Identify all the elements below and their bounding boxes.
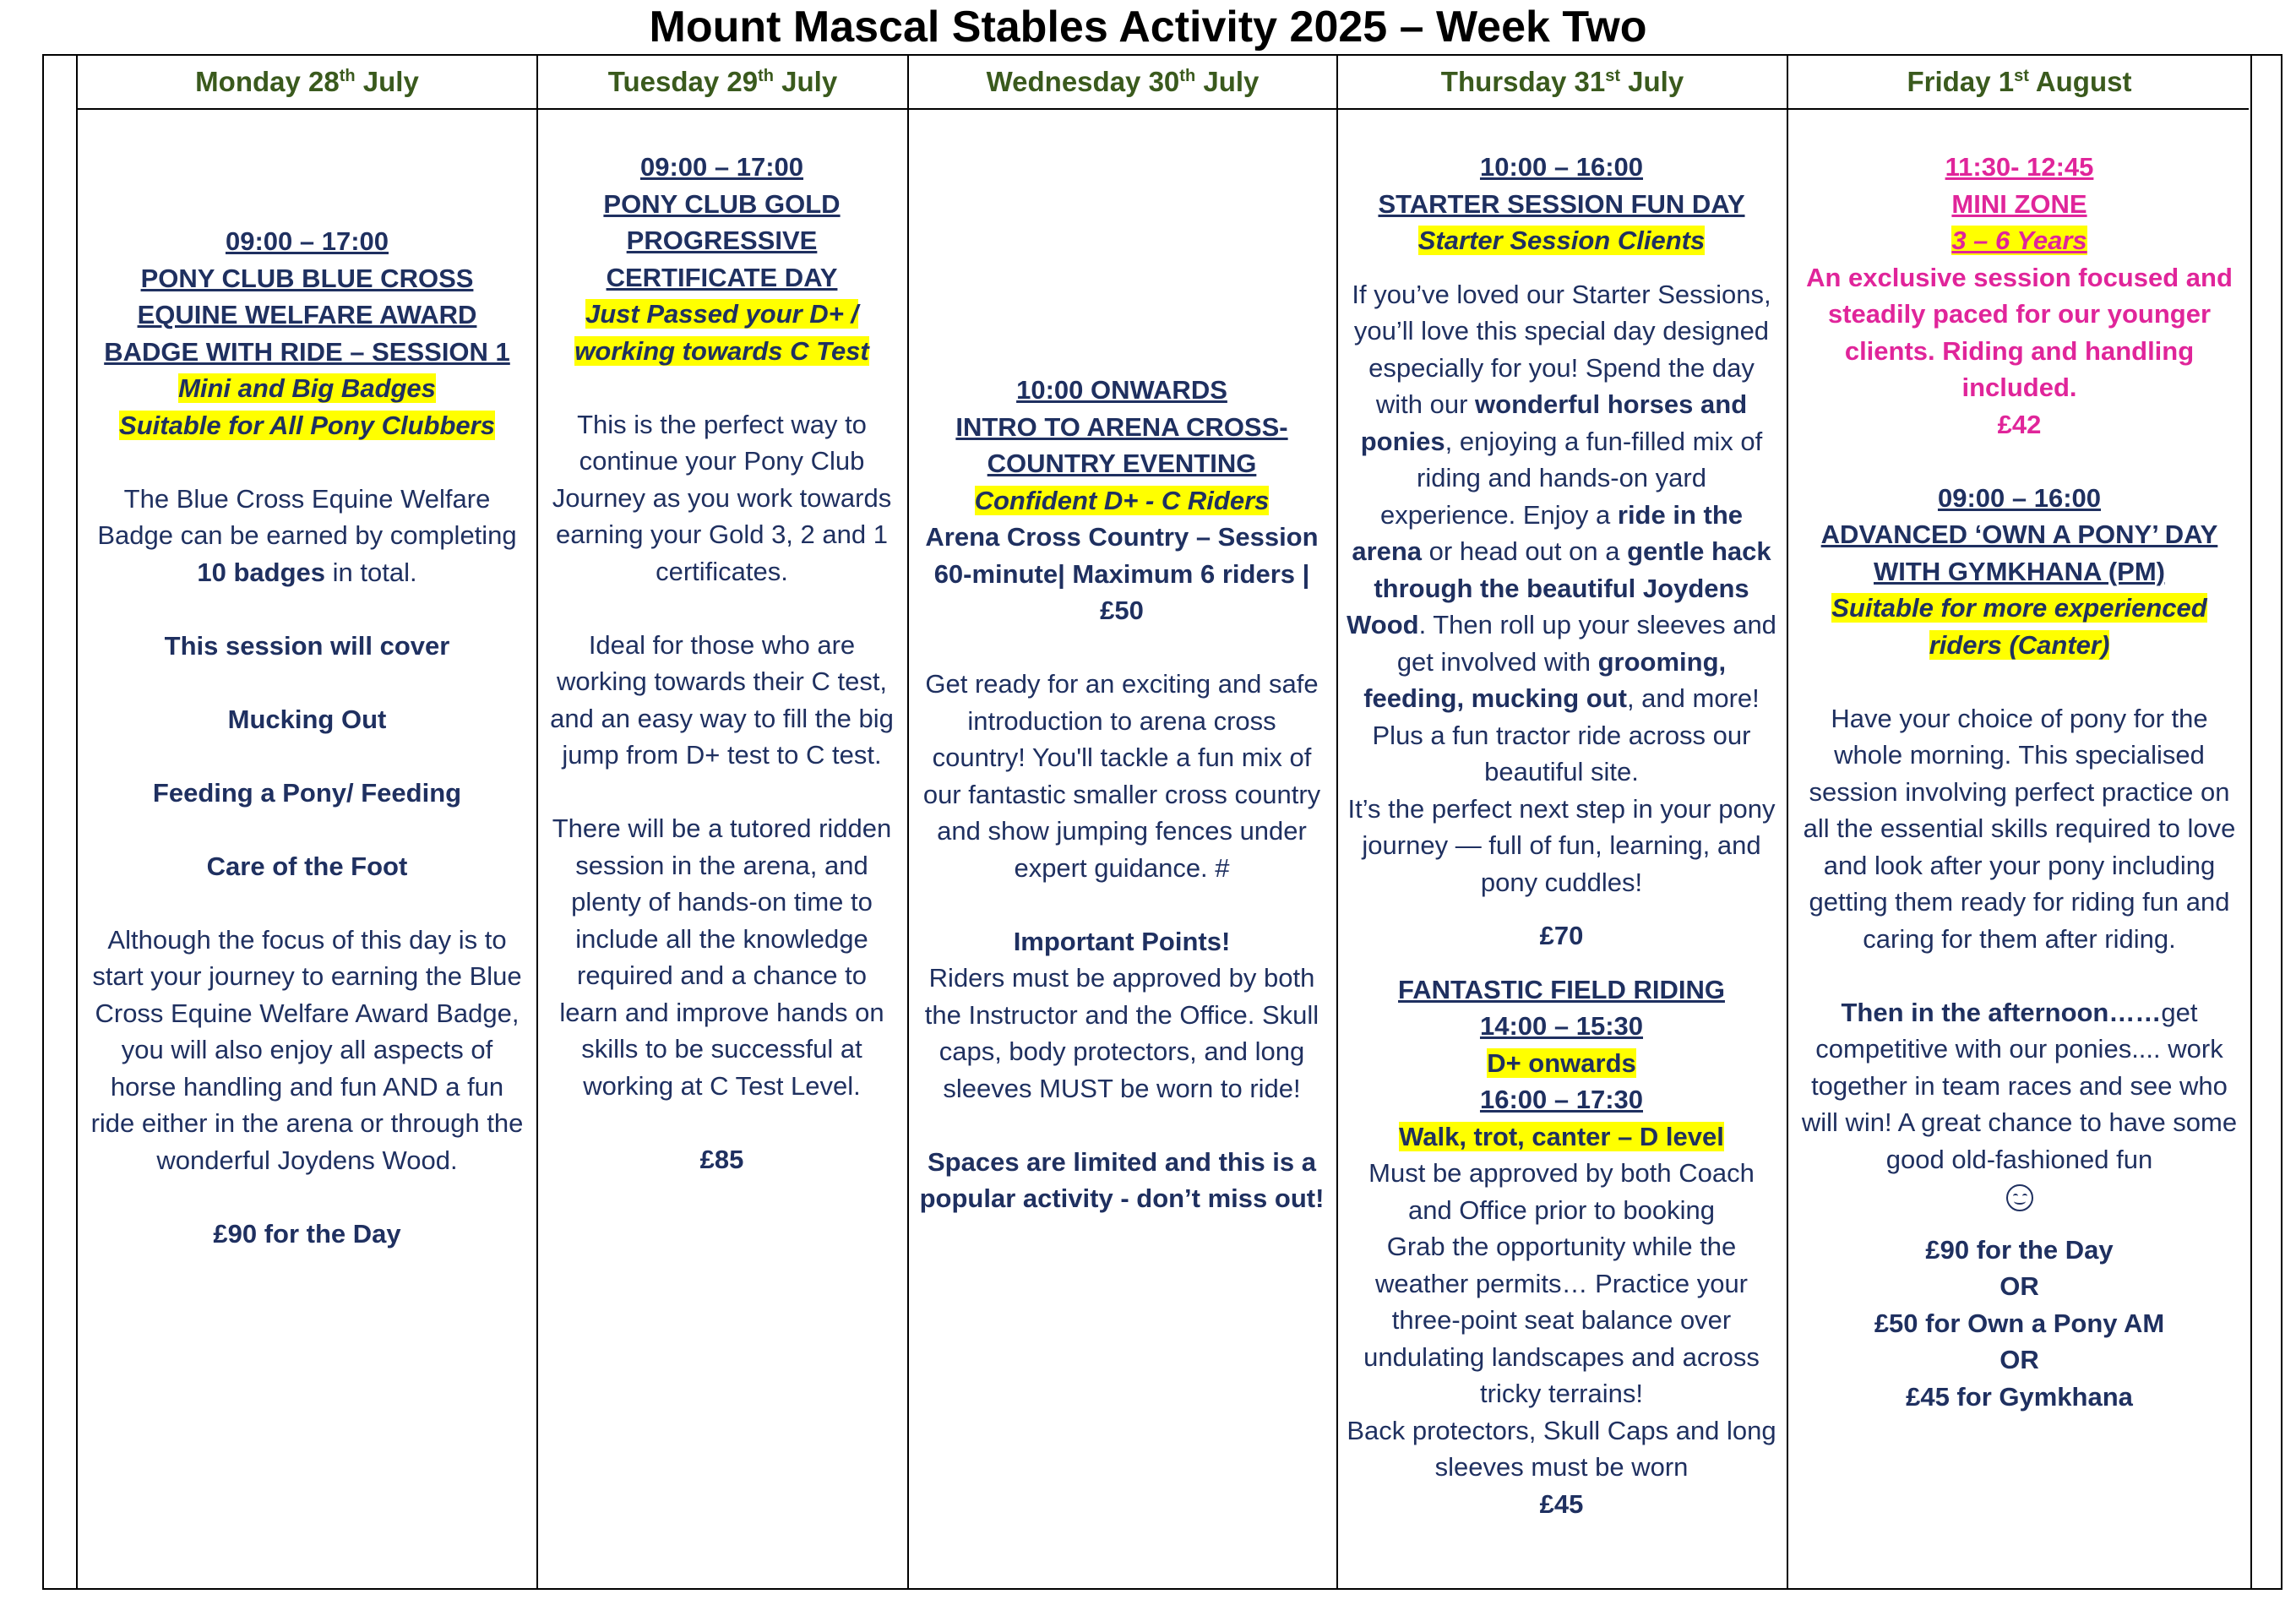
audience-badge: Suitable for more experienced riders (Canter): [1831, 593, 2207, 660]
session-time: 09:00 – 17:00: [225, 226, 389, 256]
session-description: There will be a tutored ridden session in the arena, and plenty of hands-on time to include all the knowledge required and a chance to learn and improve hands on skills to be successful at working at C Test Level.: [552, 813, 892, 1101]
session-description: Have your choice of pony for the whole morning. This specialised session involving perfect practice on all the essential skills required to love and look after your pony including getting them ready for riding fun and caring for them after riding.: [1803, 703, 2236, 954]
column-divider: [76, 56, 78, 1588]
session-description: Get ready for an exciting and safe introduction to arena cross country! You'll tackle a fun mix of our fantastic smaller cross country and show jumping fences under expert guidance. #: [922, 669, 1321, 883]
points-heading: Important Points!: [1013, 926, 1231, 956]
session-time: 16:00 – 17:30: [1479, 1085, 1644, 1114]
audience-badge: 3 – 6 Years: [1951, 226, 2087, 255]
cover-heading: This session will cover: [164, 630, 450, 661]
session-price: £50 for Own a Pony AM: [1874, 1308, 2165, 1338]
session-title: MINI ZONE: [1951, 188, 2087, 219]
topic-item: Mucking Out: [227, 704, 387, 734]
session-time: 14:00 – 15:30: [1479, 1011, 1644, 1041]
audience-badge: Confident D+ - C Riders: [974, 485, 1270, 515]
column-divider: [1336, 56, 1338, 1588]
session-time: 10:00 – 16:00: [1479, 152, 1644, 182]
session-title: ADVANCED ‘OWN A PONY’ DAY WITH GYMKHANA (PM): [1820, 520, 2218, 586]
wednesday-column: [917, 372, 1326, 1217]
smiley-icon: [2006, 1184, 2033, 1211]
session-title: STARTER SESSION FUN DAY: [1378, 188, 1745, 219]
session-title: PONY CLUB BLUE CROSS EQUINE WELFARE AWARD BADGE WITH RIDE – SESSION 1: [104, 263, 510, 367]
day-header-monday: Monday 28th July: [195, 66, 419, 97]
or-separator: OR: [1999, 1271, 2039, 1301]
session-price: £45 for Gymkhana: [1906, 1381, 2133, 1412]
column-divider: [1787, 56, 1788, 1588]
closing-note: Spaces are limited and this is a popular activity - don’t miss out!: [919, 1146, 1325, 1213]
session-description: Ideal for those who are working towards their C test, and an easy way to fill the big jump from D+ test to C test.: [550, 629, 894, 770]
session-title: INTRO TO ARENA CROSS-COUNTRY EVENTING: [955, 411, 1288, 478]
column-divider: [536, 56, 538, 1588]
page-title: Mount Mascal Stables Activity 2025 – Week Two: [649, 3, 1647, 52]
session-details: Arena Cross Country – Session 60-minute| Maximum 6 riders | £50: [925, 522, 1319, 625]
session-price: £90 for the Day: [213, 1218, 401, 1249]
session-description: Back protectors, Skull Caps and long sleeves must be worn: [1347, 1415, 1776, 1482]
audience-badge: Starter Session Clients: [1417, 226, 1706, 255]
topic-item: Care of the Foot: [206, 851, 408, 881]
audience-badge: Mini and Big Badges: [178, 373, 436, 403]
schedule-table: [42, 54, 2282, 1590]
day-header-wednesday: Wednesday 30th July: [986, 66, 1260, 97]
session-price: £90 for the Day: [1925, 1234, 2114, 1265]
audience-badge: Suitable for All Pony Clubbers: [119, 410, 495, 440]
day-header-friday: Friday 1st August: [1907, 66, 2132, 97]
session-price: £70: [1539, 921, 1584, 950]
session-time: 09:00 – 17:00: [639, 152, 804, 182]
session-description: Although the focus of this day is to start your journey to earning the Blue Cross Equine Welfare Award Badge, you will also enjoy all aspects of horse handling and fun AND a fun ride either in the arena or through the wonderful Joydens Wood.: [90, 924, 524, 1175]
session-price: £42: [1997, 409, 2042, 439]
session-price: £85: [699, 1144, 744, 1174]
audience-badge: Just Passed your D+ / working towards C Test: [574, 299, 869, 366]
tuesday-column: [547, 149, 897, 1178]
friday-column: [1798, 149, 2240, 1415]
session-description: This is the perfect way to continue your Pony Club Journey as you work towards earning your Gold 3, 2 and 1 certificates.: [552, 409, 892, 586]
session-description: An exclusive session focused and steadily paced for our younger clients. Riding and handling included.: [1806, 262, 2233, 402]
session-description: The Blue Cross Equine Welfare Badge can be earned by completing 10 badges in total.: [97, 483, 517, 587]
session-time: 10:00 ONWARDS: [1016, 375, 1227, 405]
session-description: Must be approved by both Coach and Office prior to booking: [1368, 1158, 1755, 1225]
session-description: It’s the perfect next step in your pony journey — full of fun, learning, and pony cuddles!: [1347, 793, 1776, 897]
session-time: 09:00 – 16:00: [1937, 482, 2102, 513]
session-description: If you’ve loved our Starter Sessions, you’ll love this special day designed especially for you! Spend the day with our wonderful horses and ponies, enjoying a fun-filled mix of riding and hands-on yard experience. Enjoy a ride in the arena or head out on a gentle hack through the beautiful Joydens Wood. Then roll up your sleeves and get involved with grooming, feeding, mucking out, and more! Plus a fun tractor ride across our beautiful site.: [1347, 279, 1776, 786]
session-time: 11:30- 12:45: [1945, 152, 2094, 182]
session-title: FANTASTIC FIELD RIDING: [1398, 974, 1725, 1004]
audience-badge: Walk, trot, canter – D level: [1399, 1121, 1724, 1151]
header-divider: [76, 108, 2249, 110]
day-header-thursday: Thursday 31st July: [1440, 66, 1684, 97]
important-points: Riders must be approved by both the Instructor and the Office. Skull caps, body protectors, and long sleeves MUST be worn to ride!: [924, 963, 1319, 1103]
audience-badge: D+ onwards: [1487, 1047, 1636, 1078]
monday-column: [88, 223, 526, 1252]
thursday-column: [1347, 149, 1776, 1522]
session-description: Grab the opportunity while the weather permits… Practice your three-point seat balance over undulating landscapes and across tricky terrains!: [1363, 1232, 1760, 1408]
column-divider: [2250, 56, 2252, 1588]
day-header-tuesday: Tuesday 29th July: [607, 66, 838, 97]
topic-item: Feeding a Pony/ Feeding: [152, 777, 462, 808]
afternoon-description: Then in the afternoon……get competitive with our ponies.... work together in team races and see who will win! A great chance to have some good old-fashioned fun: [1801, 997, 2238, 1174]
session-title: PONY CLUB GOLD PROGRESSIVE CERTIFICATE DAY: [603, 188, 841, 292]
or-separator: OR: [1999, 1345, 2039, 1374]
session-price: £45: [1539, 1488, 1584, 1519]
column-divider: [907, 56, 909, 1588]
